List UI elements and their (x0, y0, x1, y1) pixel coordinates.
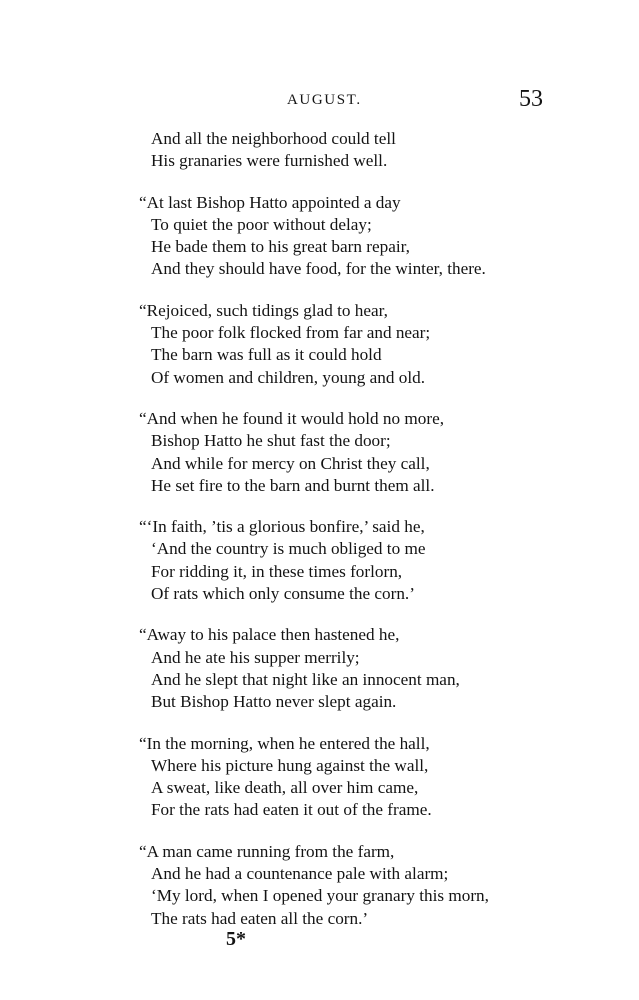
running-head: AUGUST. (287, 92, 362, 108)
signature-mark: 5* (226, 928, 246, 950)
poem-line: For ridding it, in these times forlorn, (151, 561, 403, 581)
poem-line: His granaries were furnished well. (151, 151, 388, 171)
poem-line: “At last Bishop Hatto appointed a day (139, 192, 401, 212)
stanza (139, 128, 559, 173)
poem-line: “A man came running from the farm, (139, 841, 395, 861)
poem-line: And while for mercy on Christ they call, (151, 453, 430, 473)
poem-line: “‘In faith, ’tis a glorious bonfire,’ said he, (139, 517, 425, 537)
poem-line: “And when he found it would hold no more, (139, 408, 445, 428)
poem-line: The rats had eaten all the corn.’ (151, 908, 369, 928)
stanza (139, 733, 559, 822)
poem-line: “In the morning, when he entered the hall, (139, 733, 430, 753)
poem-line: And they should have food, for the winter, there. (151, 259, 486, 279)
poem-line: And all the neighborhood could tell (151, 129, 396, 148)
poem-line: Of women and children, young and old. (151, 367, 425, 387)
poem-line: ‘And the country is much obliged to me (151, 539, 426, 559)
poem-line: “Away to his palace then hastened he, (139, 625, 400, 645)
poem-line: For the rats had eaten it out of the frame. (151, 800, 432, 820)
poem-line: Where his picture hung against the wall, (151, 755, 429, 775)
stanza (139, 624, 559, 713)
poem-line: The poor folk flocked from far and near; (151, 323, 431, 343)
poem-line: He bade them to his great barn repair, (151, 237, 410, 257)
stanza (139, 192, 559, 281)
poem-line: But Bishop Hatto never slept again. (151, 692, 397, 712)
stanza (139, 841, 559, 930)
poem-line: And he ate his supper merrily; (151, 647, 360, 667)
poem-line: He set fire to the barn and burnt them all. (151, 475, 435, 495)
stanza (139, 300, 559, 389)
poem-body (139, 128, 559, 949)
page-number: 53 (519, 86, 543, 112)
poem-line: The barn was full as it could hold (151, 345, 382, 365)
poem-line: Bishop Hatto he shut fast the door; (151, 431, 391, 451)
poem-line: And he had a countenance pale with alarm; (151, 864, 449, 884)
poem-line: A sweat, like death, all over him came, (151, 778, 419, 798)
poem-line: And he slept that night like an innocent man, (151, 669, 460, 689)
poem-line: “Rejoiced, such tidings glad to hear, (139, 300, 388, 320)
stanza (139, 408, 559, 497)
poem-line: To quiet the poor without delay; (151, 214, 372, 234)
poem-line: ‘My lord, when I opened your granary this morn, (151, 886, 489, 906)
stanza (139, 516, 559, 605)
poem-line: Of rats which only consume the corn.’ (151, 584, 415, 604)
